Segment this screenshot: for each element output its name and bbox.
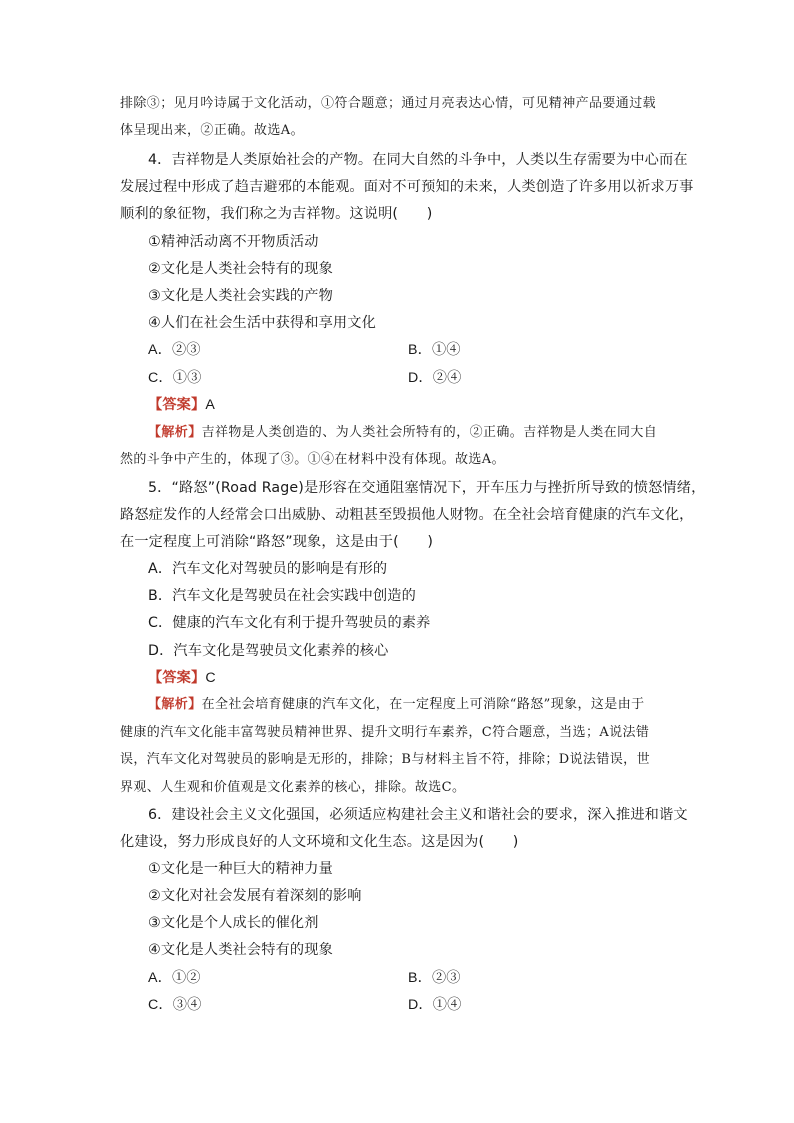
q5-stem-line-2: 路怒症发作的人经常会口出威胁、动粗甚至毁损他人财物。在全社会培育健康的汽车文化，	[120, 507, 694, 523]
q4-stem-line-1: 4．吉祥物是人类原始社会的产物。在同大自然的斗争中，人类以生存需要为中心而在	[148, 152, 688, 168]
q5-option-d: D．汽车文化是驾驶员文化素养的核心	[148, 643, 389, 659]
q4-item-3: ③文化是人类社会实践的产物	[148, 288, 333, 304]
q6-item-4: ④文化是人类社会特有的现象	[148, 942, 333, 958]
q4-item-4: ④人们在社会生活中获得和享用文化	[148, 315, 376, 331]
intro-line-1: 排除③；见月吟诗属于文化活动，①符合题意；通过月亮表达心情，可见精神产品要通过载	[120, 96, 657, 111]
q4-answer-value: A	[205, 397, 215, 413]
q6-item-2: ②文化对社会发展有着深刻的影响	[148, 888, 362, 904]
q6-stem-line-1: 6．建设社会主义文化强国，必须适应构建社会主义和谐社会的要求，深入推进和谐文	[148, 807, 688, 823]
q5-option-c: C．健康的汽车文化有利于提升驾驶员的素养	[148, 615, 431, 631]
q4-analysis-text-1: 吉祥物是人类创造的、为人类社会所特有的，②正确。吉祥物是人类在同大自	[201, 425, 658, 440]
q5-answer	[148, 668, 216, 688]
q5-analysis-text-1: 在全社会培育健康的汽车文化，在一定程度上可消除“路怒”现象，这是由于	[201, 697, 645, 712]
q4-item-1: ①精神活动离不开物质活动	[148, 234, 319, 250]
q6-item-3: ③文化是个人成长的催化剂	[148, 915, 319, 931]
q4-analysis-tag: 【解析】	[148, 425, 202, 440]
q4-option-a: A．②③	[148, 342, 201, 358]
q5-answer-tag: 【答案】	[148, 670, 206, 686]
q5-analysis-line-2: 健康的汽车文化能丰富驾驶员精神世界、提升文明行车素养，C符合题意，当选；A说法错	[120, 725, 650, 740]
intro-line-2: 体呈现出来，②正确。故选A。	[120, 123, 304, 138]
q5-stem-line-1: 5．“路怒”(Road Rage)是形容在交通阻塞情况下，开车压力与挫折所导致的愤怒情绪，	[148, 480, 706, 496]
q5-stem-line-3: 在一定程度上可消除“路怒”现象，这是由于( )	[120, 534, 434, 550]
q5-analysis-line-1	[148, 695, 645, 715]
q4-option-b: B．①④	[408, 342, 461, 358]
q4-analysis-line-1	[148, 423, 657, 443]
q6-option-c: C．③④	[148, 997, 202, 1013]
q4-answer	[148, 395, 215, 415]
q4-option-c: C．①③	[148, 370, 202, 386]
q6-option-d: D．①④	[408, 997, 462, 1013]
q5-option-a: A．汽车文化对驾驶员的影响是有形的	[148, 561, 388, 577]
q4-option-d: D．②④	[408, 370, 462, 386]
q5-analysis-tag: 【解析】	[148, 697, 202, 712]
q6-item-1: ①文化是一种巨大的精神力量	[148, 861, 333, 877]
q5-option-b: B．汽车文化是驾驶员在社会实践中创造的	[148, 588, 416, 604]
q6-option-a: A．①②	[148, 970, 201, 986]
q4-item-2: ②文化是人类社会特有的现象	[148, 261, 333, 277]
q5-analysis-line-4: 界观、人生观和价值观是文化素养的核心，排除。故选C。	[120, 780, 466, 795]
q5-analysis-line-3: 误，汽车文化对驾驶员的影响是无形的，排除；B与材料主旨不符，排除；D说法错误，世	[120, 752, 650, 767]
q4-answer-tag: 【答案】	[148, 397, 206, 413]
q4-stem-line-2: 发展过程中形成了趋吉避邪的本能观。面对不可预知的未来，人类创造了许多用以祈求万事	[120, 179, 694, 195]
q6-stem-line-2: 化建设，努力形成良好的人文环境和文化生态。这是因为( )	[120, 834, 519, 850]
q6-option-b: B．②③	[408, 970, 461, 986]
q4-stem-line-3: 顺利的象征物，我们称之为吉祥物。这说明( )	[120, 206, 433, 222]
q4-analysis-line-2: 然的斗争中产生的，体现了③。①④在材料中没有体现。故选A。	[120, 452, 505, 467]
q5-answer-value: C	[205, 670, 216, 686]
